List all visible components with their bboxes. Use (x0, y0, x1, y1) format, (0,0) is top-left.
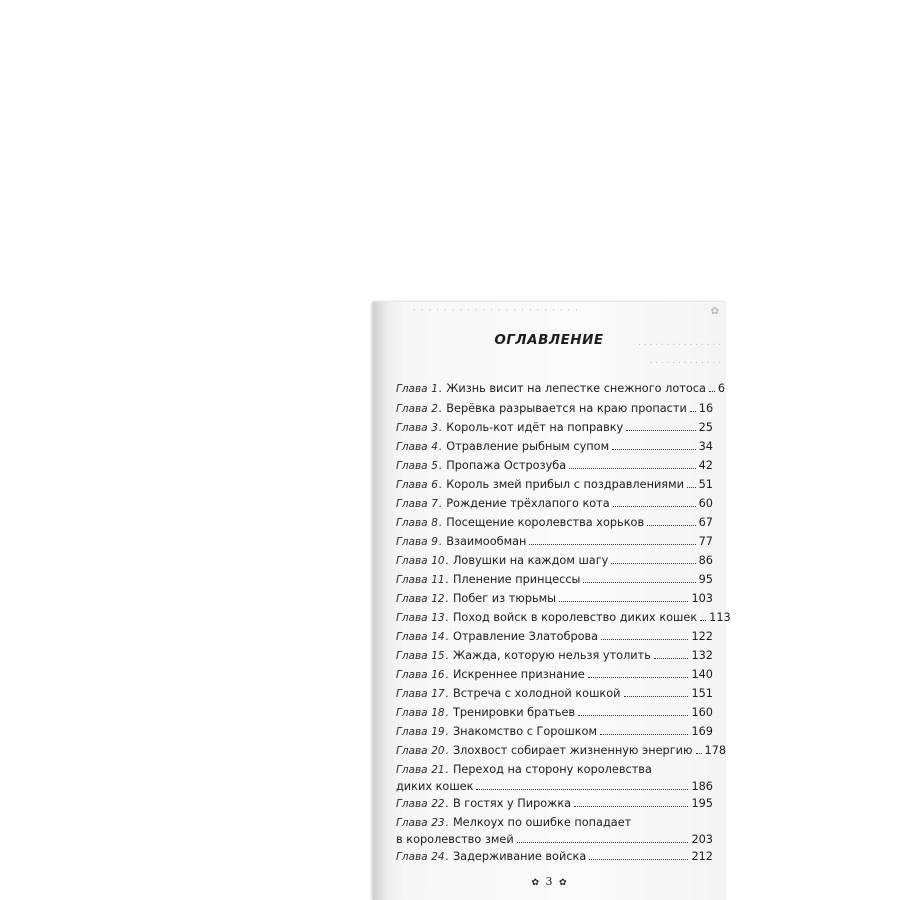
chapter-label: Глава (396, 763, 428, 776)
chapter-page-number: 51 (698, 477, 713, 491)
dot-leader (559, 598, 688, 602)
chapter-title: В гостях у Пирожка (452, 796, 572, 810)
toc-entry (396, 763, 713, 793)
dot-leader (624, 693, 689, 697)
toc-entry (396, 610, 731, 625)
dot-leader (709, 388, 715, 392)
chapter-page-number: 86 (698, 553, 713, 567)
dot-leader (589, 856, 688, 860)
chapter-label: Глава (396, 497, 428, 510)
toc-entry (396, 459, 713, 473)
chapter-title: Тренировки братьев (452, 705, 576, 719)
chapter-label: Глава (396, 478, 428, 491)
chapter-title: Жажда, которую нельзя утолить (452, 648, 651, 662)
chapter-label: Глава (396, 725, 428, 738)
toc-entry (396, 497, 713, 511)
chapter-label: Глава (396, 554, 428, 567)
chapter-title: Пленение принцессы (452, 572, 581, 586)
bleed-through-text: . . . . . . . . . . . . . . . (638, 338, 721, 348)
dot-leader (601, 636, 688, 640)
dot-leader (654, 655, 689, 659)
chapter-title: Мелкоух по ошибке попадает (452, 815, 632, 829)
chapter-title: Встреча с холодной кошкой (452, 686, 621, 700)
chapter-number: 20 (431, 744, 445, 757)
chapter-page-number: 195 (691, 796, 713, 810)
chapter-number-separator: . (438, 535, 443, 548)
toc-entry (396, 630, 713, 644)
dot-leader (612, 446, 696, 450)
chapter-label: Глава (396, 687, 428, 700)
toc-entry (396, 687, 713, 701)
chapter-title: Задерживание войска (452, 849, 587, 863)
chapter-title: Жизнь висит на лепестке снежного лотоса (446, 382, 706, 395)
chapter-page-number: 60 (698, 496, 713, 510)
toc-entry (396, 478, 713, 492)
dot-leader (574, 803, 688, 807)
dot-leader (529, 541, 695, 545)
chapter-number: 14 (431, 630, 445, 643)
toc-entry (396, 592, 713, 606)
toc-heading: ОГЛАВЛЕНИЕ (494, 332, 604, 348)
chapter-number: 6 (431, 478, 438, 491)
dot-leader (626, 427, 695, 431)
chapter-page-number: 140 (691, 667, 713, 681)
dot-leader (613, 503, 696, 507)
chapter-page-number: 103 (691, 591, 713, 605)
toc-entry (396, 649, 713, 663)
chapter-number-separator: . (445, 630, 449, 643)
chapter-title: Искреннее признание (452, 667, 585, 681)
dot-leader (476, 786, 688, 790)
chapter-number: 9 (431, 535, 438, 548)
chapter-title: диких кошек (396, 779, 474, 793)
chapter-page-number: 6 (717, 382, 726, 395)
chapter-number-separator: . (445, 763, 449, 776)
chapter-title: в королевство змей (396, 832, 514, 846)
chapter-label: Глава (396, 383, 428, 395)
toc-entry (396, 706, 713, 720)
toc-entry (396, 668, 713, 682)
chapter-page-number: 113 (709, 610, 731, 624)
chapter-page-number: 169 (691, 724, 713, 738)
chapter-number-separator: . (445, 573, 449, 586)
dot-leader (578, 712, 688, 716)
chapter-title: Отравление Златоброва (452, 629, 599, 643)
page-number: 3 (545, 875, 553, 888)
chapter-title: Король змей прибыл с поздравлениями (446, 477, 684, 491)
chapter-number: 13 (431, 611, 445, 624)
toc-entry (396, 725, 713, 739)
toc-entry (396, 516, 713, 530)
chapter-number-separator: . (438, 440, 443, 453)
chapter-title: Взаимообман (446, 534, 527, 548)
chapter-page-number: 160 (691, 705, 713, 719)
chapter-label: Глава (396, 668, 428, 681)
chapter-number: 23 (431, 816, 445, 829)
chapter-number-separator: . (445, 554, 449, 567)
dot-leader (611, 560, 695, 564)
chapter-title: Король-кот идёт на поправку (446, 420, 624, 434)
chapter-number: 7 (431, 497, 438, 510)
chapter-title: Ловушки на каждом шагу (452, 553, 609, 567)
chapter-label: Глава (396, 630, 428, 643)
chapter-title: Пропажа Острозуба (446, 458, 567, 472)
chapter-number: 8 (431, 516, 438, 529)
toc-entry-line (396, 833, 713, 846)
chapter-page-number: 151 (691, 686, 713, 700)
flower-ornament-icon: ✿ (531, 878, 539, 888)
chapter-page-number: 42 (698, 458, 713, 472)
chapter-label: Глава (396, 816, 428, 829)
chapter-number: 17 (431, 687, 445, 700)
chapter-label: Глава (396, 592, 428, 605)
book-page (373, 302, 731, 900)
chapter-page-number: 25 (698, 420, 713, 434)
bleed-through-text: · · · · · · · · · · · · · · · · · · · · · · (413, 306, 580, 316)
toc-entry-line (396, 763, 713, 777)
chapter-label: Глава (396, 535, 428, 548)
chapter-number: 15 (431, 649, 445, 662)
chapter-label: Глава (396, 611, 428, 624)
chapter-number-separator: . (445, 706, 449, 719)
dot-leader (696, 750, 702, 754)
chapter-page-number: 16 (698, 401, 714, 415)
chapter-number: 4 (431, 440, 438, 453)
toc-entry (396, 382, 726, 396)
chapter-title: Переход на сторону королевства (452, 762, 652, 776)
chapter-number: 22 (431, 797, 445, 810)
chapter-number-separator: . (438, 497, 443, 510)
dot-leader (647, 522, 696, 526)
chapter-page-number: 203 (691, 832, 713, 846)
chapter-label: Глава (396, 440, 428, 453)
chapter-number: 12 (431, 592, 445, 605)
chapter-label: Глава (396, 850, 428, 863)
chapter-number: 3 (431, 421, 438, 434)
dot-leader (588, 674, 689, 678)
chapter-label: Глава (396, 516, 428, 529)
toc-entry (396, 402, 713, 416)
chapter-number: 5 (431, 459, 438, 472)
toc-entry-line (396, 816, 713, 830)
toc-entry (396, 816, 713, 846)
toc-entry (396, 797, 713, 811)
chapter-title: Злохвост собирает жизненную энергию (452, 743, 693, 757)
chapter-number-separator: . (445, 797, 449, 810)
chapter-title: Посещение королевства хорьков (446, 515, 645, 529)
bleed-through-text: . . . . . . . . . . . . . (649, 356, 721, 366)
chapter-number-separator: . (438, 516, 443, 529)
dot-leader (600, 731, 688, 735)
chapter-page-number: 132 (691, 648, 713, 662)
chapter-number: 2 (431, 402, 438, 415)
toc-entry (396, 535, 713, 549)
chapter-number-separator: . (438, 459, 443, 472)
chapter-title: Побег из тюрьмы (452, 591, 557, 605)
chapter-title: Поход войск в королевство диких кошек (452, 610, 698, 624)
chapter-label: Глава (396, 744, 428, 757)
chapter-page-number: 95 (698, 572, 713, 586)
chapter-page-number: 212 (691, 849, 713, 863)
chapter-title: Верёвка разрывается на краю пропасти (446, 401, 687, 415)
chapter-number: 21 (431, 763, 445, 776)
chapter-label: Глава (396, 402, 428, 415)
toc-entry (396, 440, 713, 454)
chapter-label: Глава (396, 421, 428, 434)
page-footer (373, 875, 725, 888)
dot-leader (569, 465, 695, 469)
dot-leader (690, 408, 696, 412)
toc-entry (396, 421, 713, 435)
chapter-number: 1 (431, 383, 438, 395)
toc-entry (396, 554, 713, 568)
chapter-number: 19 (431, 725, 445, 738)
chapter-title: Знакомство с Горошком (452, 724, 597, 738)
chapter-number-separator: . (445, 725, 449, 738)
chapter-number-separator: . (445, 592, 449, 605)
dot-leader (583, 579, 695, 583)
chapter-title: Отравление рыбным супом (446, 439, 610, 453)
chapter-title: Рождение трёхлапого кота (446, 496, 610, 510)
dot-leader (687, 484, 696, 488)
chapter-number: 24 (431, 850, 445, 863)
toc-entry (396, 743, 727, 758)
chapter-number: 18 (431, 706, 445, 719)
chapter-number-separator: . (438, 421, 443, 434)
toc-entry-line (396, 780, 713, 793)
toc-entry (396, 850, 713, 864)
chapter-number-separator: . (445, 816, 449, 829)
chapter-label: Глава (396, 459, 428, 472)
chapter-page-number: 77 (698, 534, 713, 548)
chapter-number: 11 (431, 573, 445, 586)
chapter-page-number: 67 (698, 515, 713, 529)
bleed-through-ornament: ✿ (710, 306, 719, 317)
chapter-number-separator: . (438, 402, 443, 415)
dot-leader (517, 839, 689, 843)
dot-leader (700, 617, 706, 621)
chapter-page-number: 122 (691, 629, 713, 643)
chapter-page-number: 34 (698, 439, 713, 453)
chapter-number-separator: . (445, 649, 449, 662)
flower-ornament-icon: ✿ (559, 878, 567, 888)
chapter-label: Глава (396, 573, 428, 586)
chapter-label: Глава (396, 706, 428, 719)
chapter-number-separator: . (445, 668, 449, 681)
chapter-label: Глава (396, 797, 428, 810)
chapter-number-separator: . (445, 850, 449, 863)
chapter-number-separator: . (438, 383, 443, 395)
chapter-number: 16 (431, 668, 445, 681)
chapter-number-separator: . (445, 611, 449, 624)
chapter-number: 10 (431, 554, 445, 567)
toc-entry (396, 573, 713, 587)
chapter-number-separator: . (445, 744, 449, 757)
chapter-number-separator: . (438, 478, 443, 491)
chapter-page-number: 178 (704, 743, 727, 757)
chapter-label: Глава (396, 649, 428, 662)
chapter-number-separator: . (445, 687, 449, 700)
chapter-page-number: 186 (691, 779, 713, 793)
